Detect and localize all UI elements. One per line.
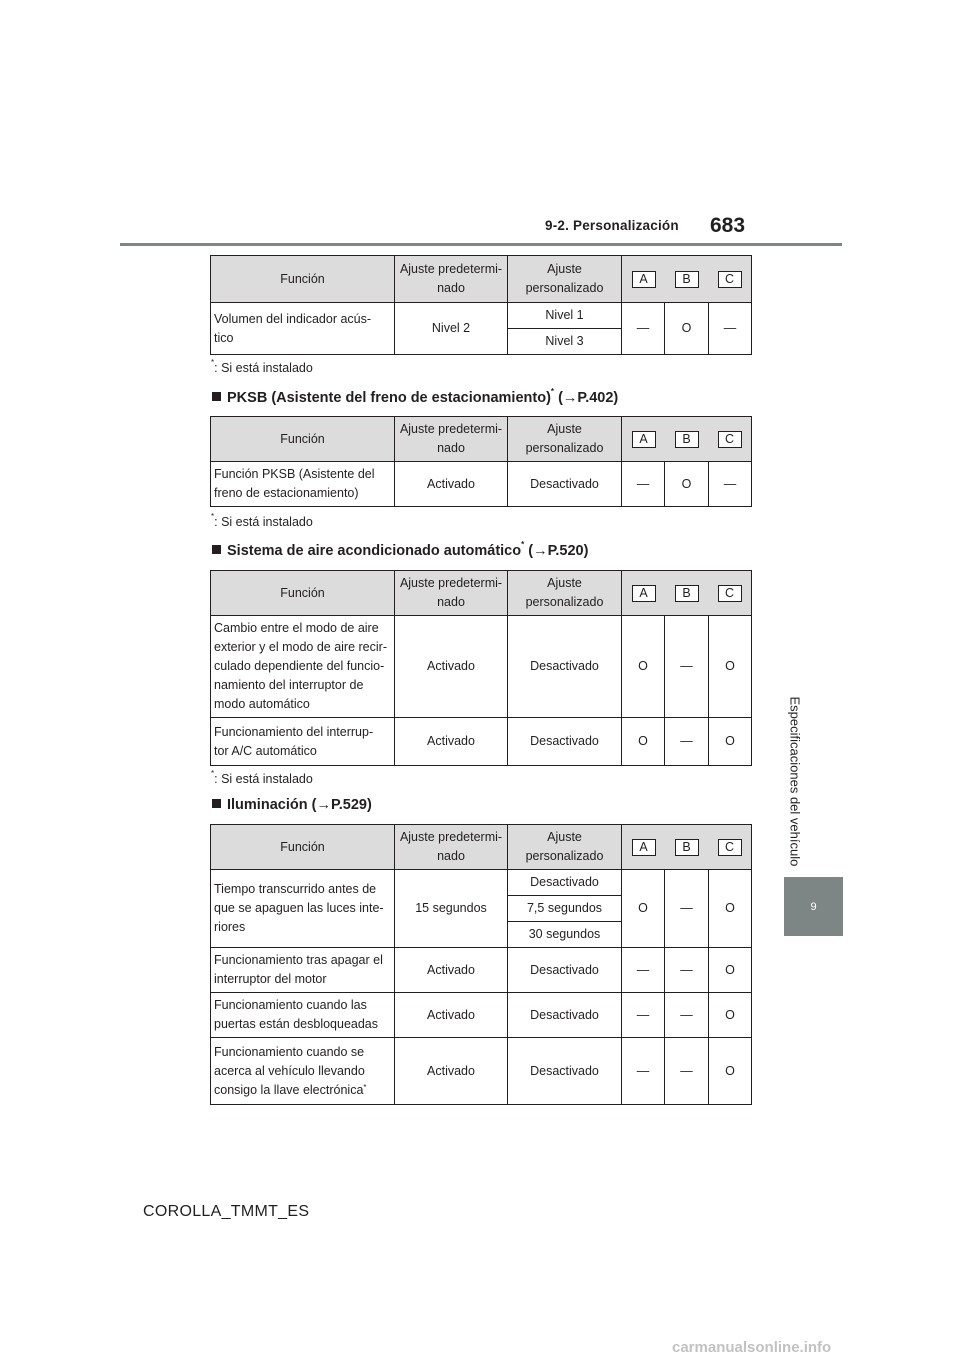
col-default: Ajuste predetermi- nado (395, 571, 508, 616)
cell-custom: Nivel 1 (508, 303, 622, 329)
cell-default: Activado (395, 718, 508, 766)
cell-function: Volumen del indicador acús- tico (211, 303, 395, 355)
section-heading-pksb: PKSB (Asistente del freno de estacionamiento)* (→P.402) (212, 390, 618, 406)
cell-function: Cambio entre el modo de aire exterior y el modo de aire recir- culado dependiente del funcio- namiento del interruptor de modo automático (211, 616, 395, 718)
table-row (211, 303, 752, 329)
cell-b: — (665, 1038, 709, 1105)
label-b: B (675, 839, 699, 856)
table-row (211, 718, 752, 766)
cell-c: O (709, 993, 752, 1038)
cell-a: — (622, 462, 665, 507)
cell-b: O (665, 303, 709, 355)
chapter-tab: 9 (784, 877, 843, 936)
col-abc (622, 571, 752, 616)
col-function: Función (211, 256, 395, 303)
cell-function: Tiempo transcurrido antes de que se apaguen las luces inte- riores (211, 870, 395, 948)
cell-default: Activado (395, 1038, 508, 1105)
table-header-row (211, 571, 752, 616)
col-custom: Ajuste personalizado (508, 256, 622, 303)
cell-a: O (622, 718, 665, 766)
label-c: C (718, 585, 742, 602)
cell-b: — (665, 616, 709, 718)
settings-table-volume (210, 255, 752, 355)
table-header-row (211, 825, 752, 870)
label-a: A (632, 271, 656, 288)
cell-default: Nivel 2 (395, 303, 508, 355)
cell-a: O (622, 870, 665, 948)
square-bullet-icon (212, 545, 221, 554)
cell-b: — (665, 718, 709, 766)
col-abc (622, 417, 752, 462)
settings-table-lighting (210, 824, 752, 1105)
cell-default: 15 segundos (395, 870, 508, 948)
col-default: Ajuste predetermi- nado (395, 825, 508, 870)
header-divider (120, 243, 842, 246)
label-a: A (632, 585, 656, 602)
col-abc (622, 256, 752, 303)
label-c: C (718, 839, 742, 856)
settings-table-ac (210, 570, 752, 766)
settings-table-pksb (210, 416, 752, 507)
label-a: A (632, 839, 656, 856)
section-heading-ac: Sistema de aire acondicionado automático* (→P.520) (212, 543, 588, 559)
footnote: *: Si está instalado (211, 512, 313, 529)
footnote: *: Si está instalado (211, 358, 313, 375)
cell-c: — (709, 462, 752, 507)
cell-default: Activado (395, 616, 508, 718)
cell-custom: Desactivado (508, 718, 622, 766)
cell-default: Activado (395, 462, 508, 507)
table-header-row (211, 417, 752, 462)
footnote: *: Si está instalado (211, 769, 313, 786)
table-header-row (211, 256, 752, 303)
cell-function: Funcionamiento del interrup- tor A/C automático (211, 718, 395, 766)
table-row (211, 616, 752, 718)
table-row (211, 993, 752, 1038)
watermark: carmanualsonline.info (672, 1339, 832, 1356)
col-custom: Ajuste personalizado (508, 825, 622, 870)
page-number: 683 (710, 214, 746, 237)
col-function: Función (211, 825, 395, 870)
table-row (211, 1038, 752, 1105)
cell-custom: Desactivado (508, 1038, 622, 1105)
cell-a: — (622, 1038, 665, 1105)
cell-function: Funcionamiento cuando las puertas están desbloqueadas (211, 993, 395, 1038)
cell-custom: 30 segundos (508, 922, 622, 948)
document-code: COROLLA_TMMT_ES (143, 1203, 310, 1220)
label-b: B (675, 585, 699, 602)
cell-b: — (665, 870, 709, 948)
col-function: Función (211, 571, 395, 616)
cell-function: Funcionamiento tras apagar el interruptor del motor (211, 948, 395, 993)
cell-custom: Desactivado (508, 993, 622, 1038)
label-c: C (718, 431, 742, 448)
cell-custom: Nivel 3 (508, 329, 622, 355)
cell-default: Activado (395, 948, 508, 993)
cell-c: O (709, 616, 752, 718)
cell-a: — (622, 948, 665, 993)
cell-a: — (622, 303, 665, 355)
section-header: 9-2. Personalización (545, 218, 679, 233)
cell-b: O (665, 462, 709, 507)
cell-c: O (709, 718, 752, 766)
cell-custom: Desactivado (508, 616, 622, 718)
table-row (211, 462, 752, 507)
square-bullet-icon (212, 392, 221, 401)
cell-custom: Desactivado (508, 870, 622, 896)
cell-a: O (622, 616, 665, 718)
section-heading-lighting: Iluminación (→P.529) (212, 797, 372, 813)
col-custom: Ajuste personalizado (508, 417, 622, 462)
cell-function: Función PKSB (Asistente del freno de estacionamiento) (211, 462, 395, 507)
col-custom: Ajuste personalizado (508, 571, 622, 616)
side-chapter-title: Especificaciones del vehículo (787, 696, 803, 867)
cell-c: O (709, 1038, 752, 1105)
cell-b: — (665, 993, 709, 1038)
cell-function: Funcionamiento cuando se acerca al vehículo llevando consigo la llave electrónica* (211, 1038, 395, 1105)
cell-a: — (622, 993, 665, 1038)
cell-c: O (709, 948, 752, 993)
cell-c: O (709, 870, 752, 948)
table-row (211, 870, 752, 896)
square-bullet-icon (212, 799, 221, 808)
cell-c: — (709, 303, 752, 355)
label-b: B (675, 271, 699, 288)
label-a: A (632, 431, 656, 448)
col-function: Función (211, 417, 395, 462)
table-row (211, 948, 752, 993)
cell-custom: Desactivado (508, 948, 622, 993)
col-abc (622, 825, 752, 870)
cell-b: — (665, 948, 709, 993)
col-default: Ajuste predetermi- nado (395, 256, 508, 303)
cell-default: Activado (395, 993, 508, 1038)
col-default: Ajuste predetermi- nado (395, 417, 508, 462)
label-c: C (718, 271, 742, 288)
cell-custom: Desactivado (508, 462, 622, 507)
label-b: B (675, 431, 699, 448)
cell-custom: 7,5 segundos (508, 896, 622, 922)
